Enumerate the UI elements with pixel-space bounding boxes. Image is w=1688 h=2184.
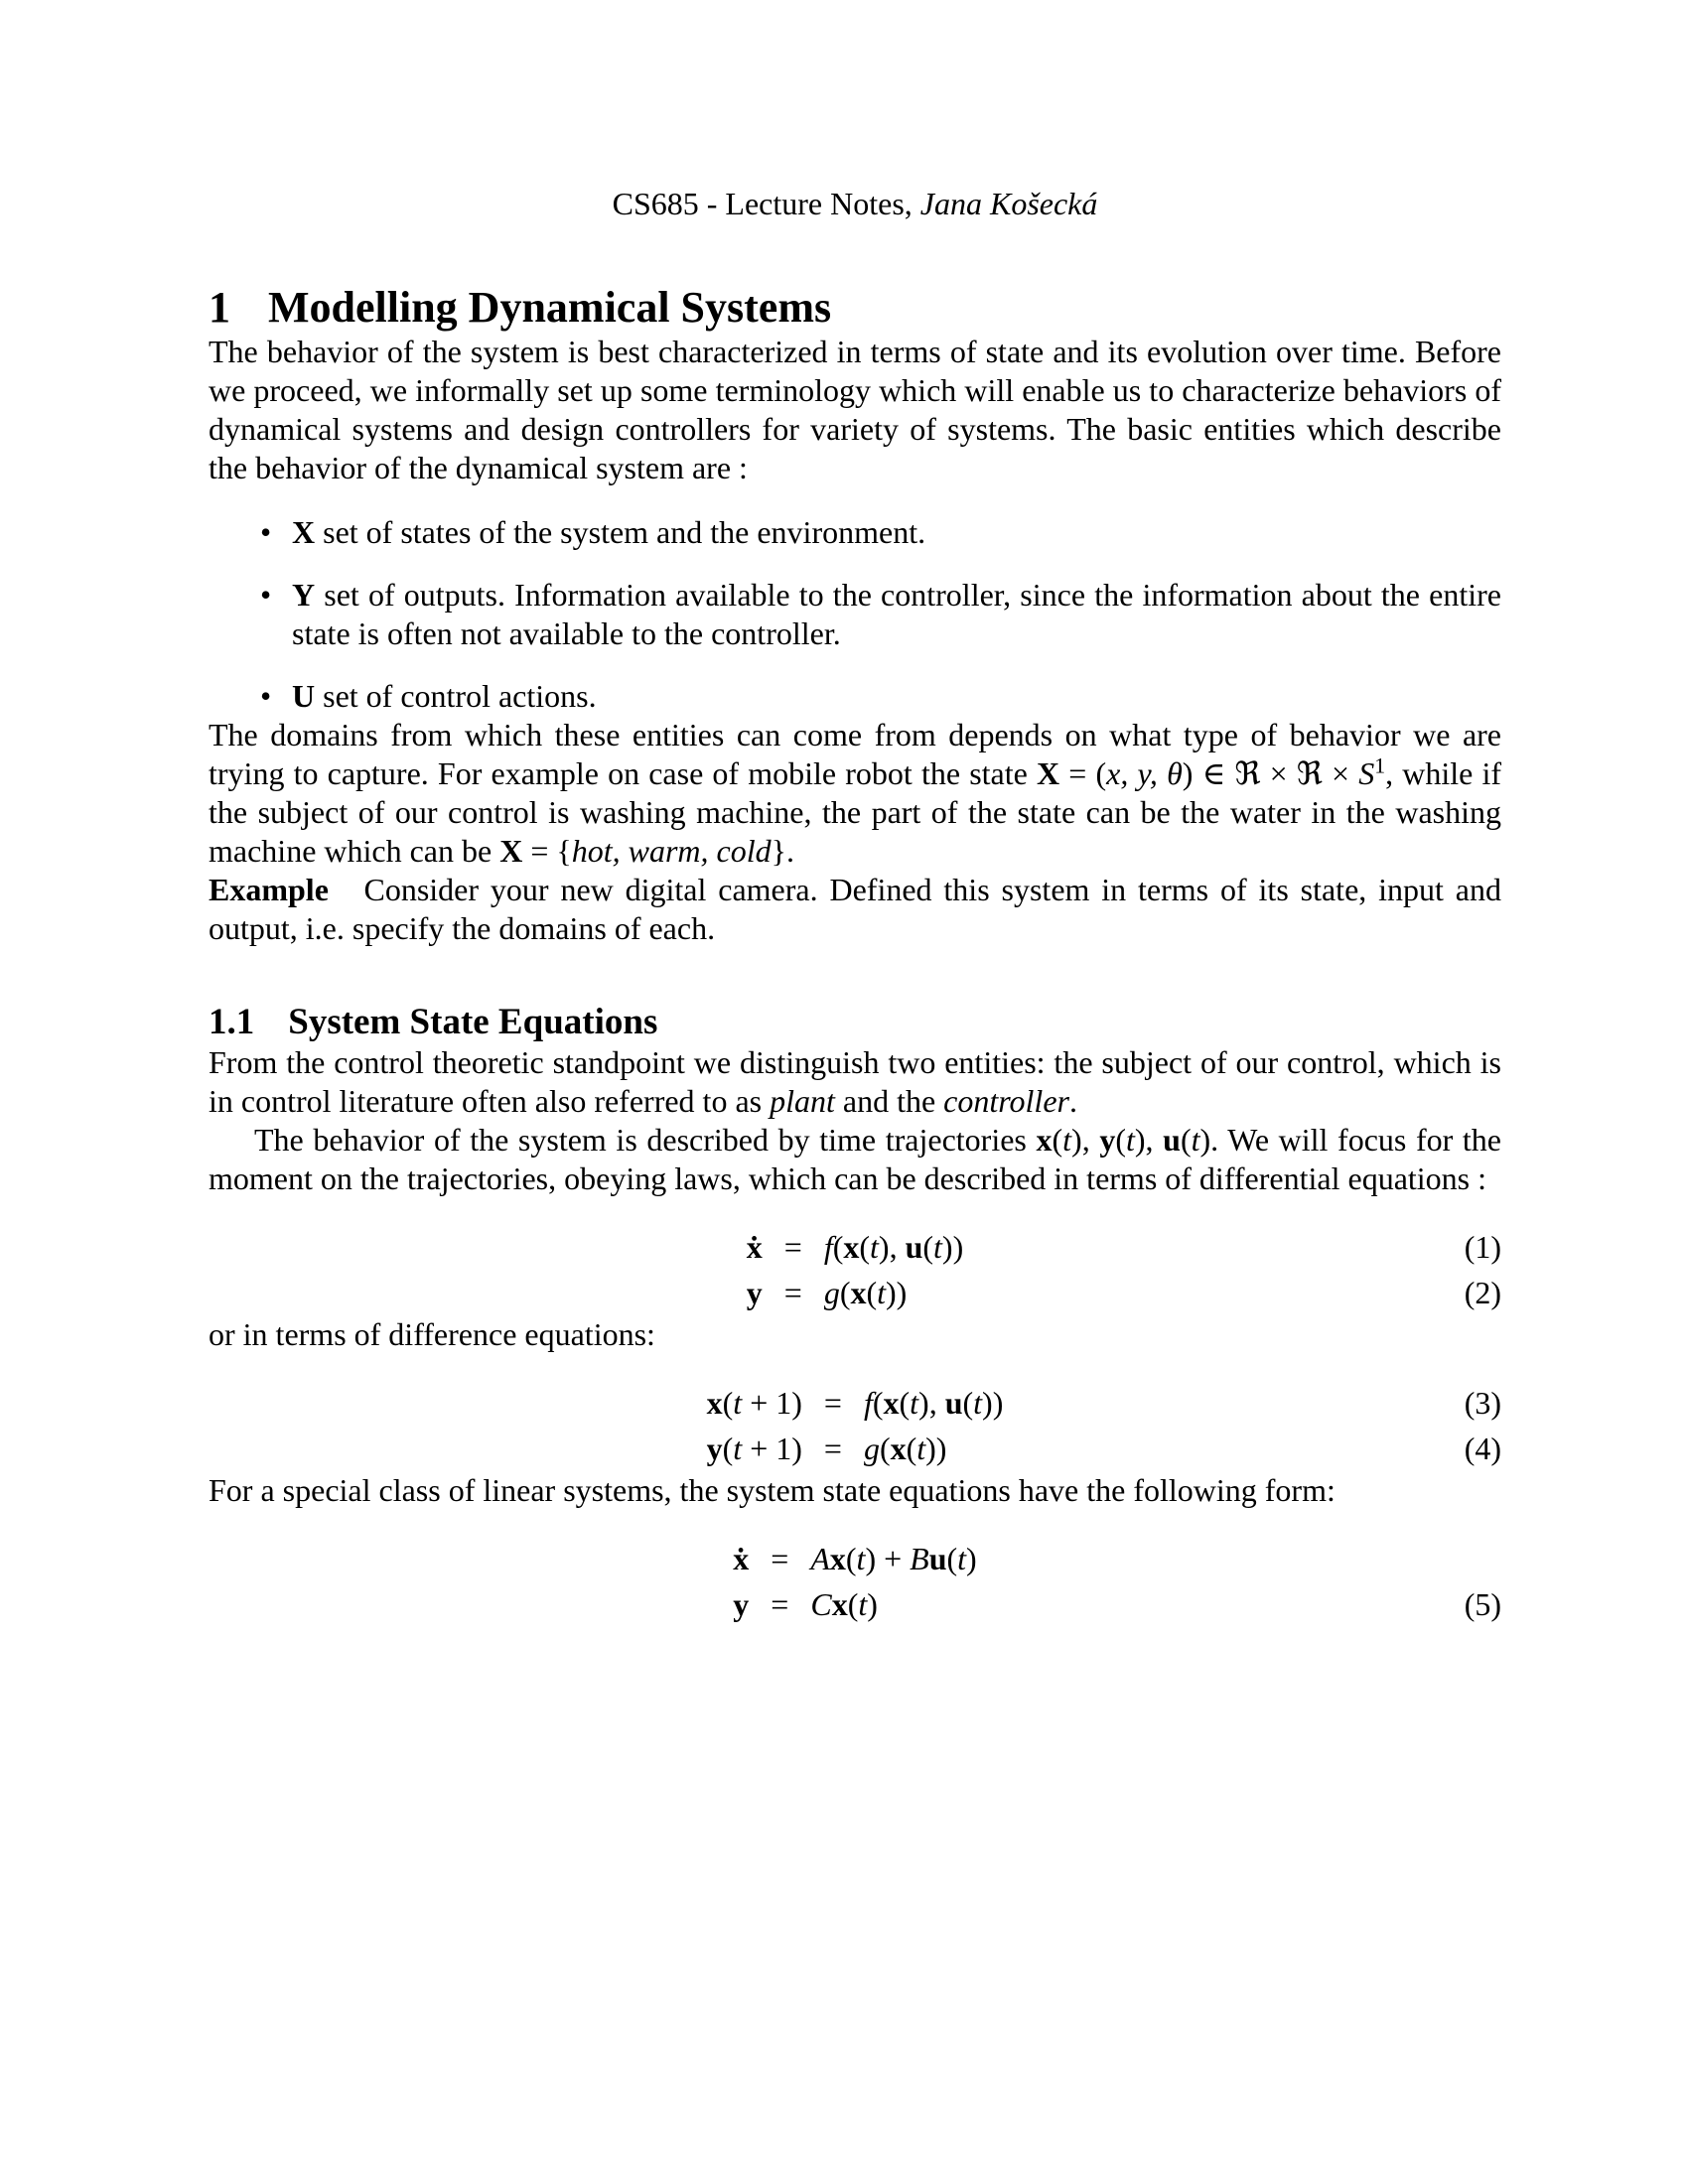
header-course-title: CS685 - Lecture Notes,	[612, 186, 920, 221]
paragraph-behavior: The behavior of the system is described by time trajectories x(t), y(t), u(t). We will focus for the moment on the trajectories, obeying laws, which can be described in terms of differential equations :	[209, 1122, 1502, 1196]
entity-list	[209, 513, 1501, 716]
bullet-icon: •	[260, 678, 272, 714]
subsection-number: 1.1	[209, 1002, 255, 1042]
equation-lhs: y	[733, 1586, 750, 1622]
equation-rhs: f(x(t), u(t))	[823, 1229, 964, 1265]
equation-rhs: Ax(t) + Bu(t)	[810, 1541, 977, 1576]
equation-rhs: Cx(t)	[810, 1586, 878, 1622]
bullet-icon: •	[260, 577, 272, 613]
equals-sign: =	[823, 1431, 842, 1466]
document-header	[209, 185, 1501, 223]
equation-lhs: ẋ	[746, 1229, 763, 1265]
section-number: 1	[209, 283, 230, 332]
bullet-icon: •	[260, 514, 272, 550]
list-item-text: Y set of outputs. Information available to the controller, since the information about the entire state is often not available to the controller.	[292, 577, 1501, 651]
page-content	[209, 185, 1501, 1627]
paragraph-difference: or in terms of difference equations:	[209, 1316, 655, 1352]
equation-lhs: y(t + 1)	[706, 1431, 802, 1466]
list-item-text: X set of states of the system and the environment.	[292, 514, 926, 550]
paragraph-standpoint: From the control theoretic standpoint we distinguish two entities: the subject of our control, which is in control literature often also referred to as plant and the controller.	[209, 1044, 1501, 1119]
section-title: Modelling Dynamical Systems	[268, 283, 832, 332]
section-heading	[209, 283, 1501, 333]
equation-rhs: g(x(t))	[823, 1275, 908, 1310]
equals-sign: =	[783, 1229, 802, 1265]
paragraph-example: Example Consider your new digital camera. Defined this system in terms of its state, input and output, i.e. specify the domains of each.	[209, 872, 1501, 946]
equals-sign: =	[783, 1275, 802, 1310]
equation-lhs: ẋ	[733, 1541, 750, 1576]
list-item-states	[209, 513, 1501, 552]
equals-sign: =	[771, 1541, 789, 1576]
equation-lhs: x(t + 1)	[706, 1385, 802, 1421]
list-item-controls	[209, 677, 1501, 716]
equation-number: (5)	[1464, 1586, 1501, 1622]
subsection-title: System State Equations	[288, 1002, 658, 1042]
equation-lhs: y	[746, 1275, 763, 1310]
equation-block-difference	[209, 1380, 1501, 1471]
equals-sign: =	[771, 1586, 789, 1622]
list-item-outputs	[209, 576, 1501, 653]
subsection-heading	[209, 1002, 1501, 1043]
paragraph-domains: The domains from which these entities can come from depends on what type of behavior we are trying to capture. For example on case of mobile robot the state X = (x, y, θ) ∈ ℜ × ℜ × $S^1$, while if the subject of our control is washing machine, the part of the state can be the water in the washing machine which can be X = {hot, warm, cold}.	[209, 717, 1502, 869]
list-item-text: U set of control actions.	[292, 678, 597, 714]
equals-sign: =	[823, 1385, 842, 1421]
equation-block-linear	[209, 1536, 1501, 1627]
equation-number: (1)	[1464, 1229, 1501, 1265]
equation-rhs: g(x(t))	[863, 1431, 947, 1466]
equation-rhs: f(x(t), u(t))	[863, 1385, 1004, 1421]
paragraph-intro: The behavior of the system is best characterized in terms of state and its evolution over time. Before we proceed, we informally set up some terminology which will enable us to characterize behaviors of dynamical systems and design controllers for variety of systems. The basic entities which describe the behavior of the dynamical system are :	[209, 334, 1501, 485]
equation-number: (3)	[1464, 1385, 1501, 1421]
equation-block-differential	[209, 1224, 1501, 1315]
equation-number: (4)	[1464, 1431, 1501, 1466]
header-author-name: Jana Košecká	[919, 186, 1098, 221]
equation-number: (2)	[1464, 1275, 1501, 1310]
paragraph-linear: For a special class of linear systems, the system state equations have the following form:	[209, 1472, 1336, 1508]
